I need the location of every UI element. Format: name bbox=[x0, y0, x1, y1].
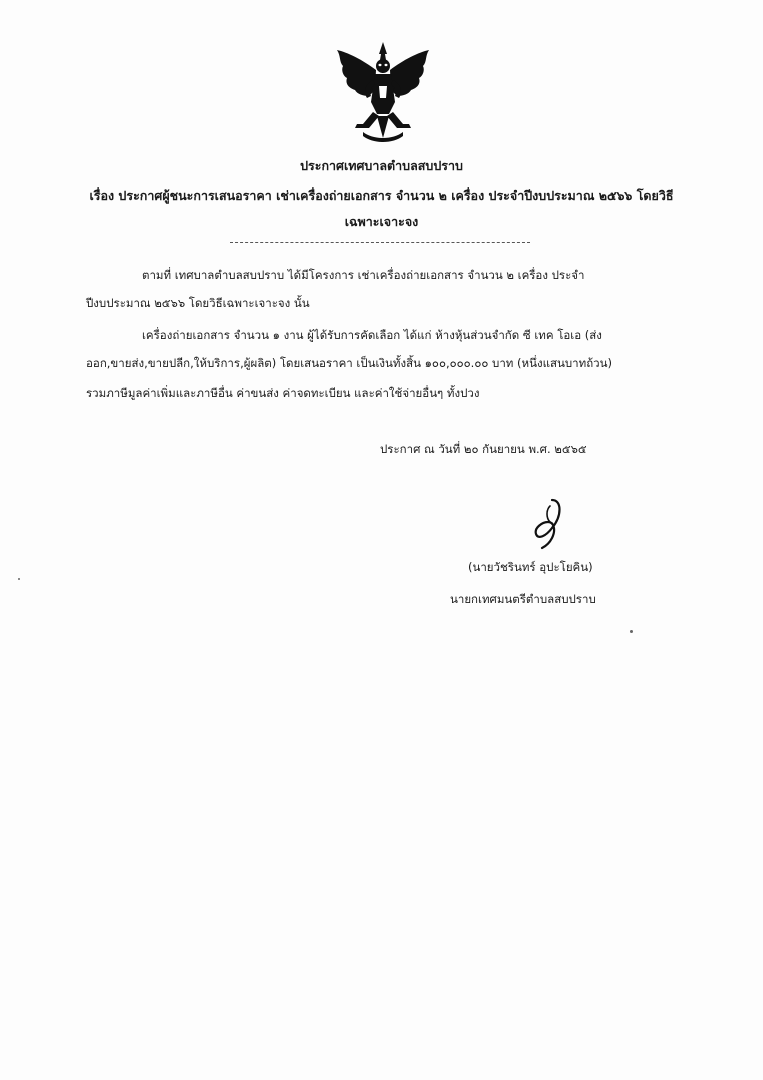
body-paragraph-2-line-1: เครื่องถ่ายเอกสาร จำนวน ๑ งาน ผู้ได้รับการคัดเลือก ได้แก่ ห้างหุ้นส่วนจำกัด ซี เทค โอเอ (ส่ง bbox=[142, 328, 602, 342]
subject-line: เรื่อง ประกาศผู้ชนะการเสนอราคา เช่าเครื่องถ่ายเอกสาร จำนวน ๒ เครื่อง ประจำปีงบประมาณ ๒๕๖๖ โดยวิธี bbox=[89, 188, 674, 203]
signer-title: นายกเทศมนตรีตำบลสบปราบ bbox=[450, 592, 596, 606]
body-paragraph-1-line-1: ตามที่ เทศบาลตำบลสบปราบ ได้มีโครงการ เช่าเครื่องถ่ายเอกสาร จำนวน ๒ เครื่อง ประจำ bbox=[142, 268, 585, 282]
announcement-title: ประกาศเทศบาลตำบลสบปราบ bbox=[300, 158, 463, 173]
handwritten-signature-icon bbox=[522, 496, 572, 552]
subject-line-continued: เฉพาะเจาะจง bbox=[344, 214, 419, 229]
body-paragraph-2-line-2: ออก,ขายส่ง,ขายปลีก,ให้บริการ,ผู้ผลิต) โดยเสนอราคา เป็นเงินทั้งสิ้น ๑๐๐,๐๐๐.๐๐ บาท (หนึ่งแสนบาทถ้วน) bbox=[86, 356, 612, 370]
scan-speck bbox=[18, 578, 20, 580]
separator-rule bbox=[230, 242, 530, 243]
garuda-emblem-icon bbox=[333, 40, 433, 148]
body-paragraph-2-line-3: รวมภาษีมูลค่าเพิ่มและภาษีอื่น ค่าขนส่ง ค่าจดทะเบียน และค่าใช้จ่ายอื่นๆ ทั้งปวง bbox=[86, 386, 480, 400]
signer-name: (นายวัชรินทร์ อุปะโยคิน) bbox=[468, 560, 593, 574]
scan-speck bbox=[630, 630, 633, 633]
body-paragraph-1-line-2: ปีงบประมาณ ๒๕๖๖ โดยวิธีเฉพาะเจาะจง นั้น bbox=[86, 296, 310, 310]
announcement-date: ประกาศ ณ วันที่ ๒๐ กันยายน พ.ศ. ๒๕๖๕ bbox=[380, 442, 587, 456]
